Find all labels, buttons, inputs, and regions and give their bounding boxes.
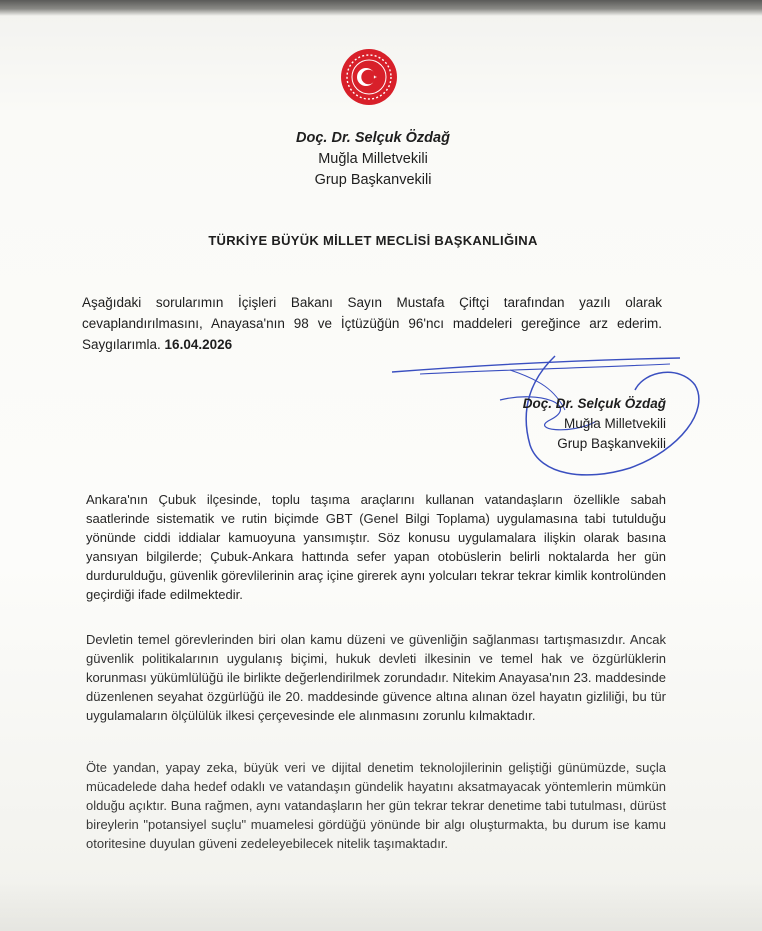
document-title: TÜRKİYE BÜYÜK MİLLET MECLİSİ BAŞKANLIĞINA bbox=[208, 233, 538, 248]
header-name: Doç. Dr. Selçuk Özdağ bbox=[296, 130, 450, 146]
header-role: Muğla Milletvekili bbox=[318, 151, 428, 167]
scan-bottom-shade bbox=[0, 880, 762, 931]
signature-role: Muğla Milletvekili bbox=[563, 416, 666, 431]
body-paragraph-2: Devletin temel görevlerinden biri olan kamu düzeni ve güvenliğin sağlanması tartışmasızdır. Ancak güvenlik politikalarının uygulanış biçimi, hukuk devleti ilkesinin ve temel hak ve özgürlüklerin korunması yükümlülüğü ile birlikte değerlendirilmek zorundadır. Nitekim Anayasa'nın 23. maddesinde düzenlenen seyahat özgürlüğü ile 20. maddesinde güvence altına alınan özel hayatın gizliliği, bu tür uygulamaların ölçülülük ilkesi çerçevesinde ele alınmasını zorunlu kılmaktadır. bbox=[86, 632, 666, 723]
body-paragraph-1: Ankara'nın Çubuk ilçesinde, toplu taşıma araçlarını kullanan vatandaşların özellikle sabah saatlerinde sistematik ve rutin biçimde GBT (Genel Bilgi Toplama) uygulamasına tabi tutulduğu yönünde ciddi iddialar kamuoyuna yansımıştır. Söz konusu uygulamalara ilişkin olarak basına yansıyan bilgilerde; Çubuk-Ankara hattında sefer yapan otobüslerin belirli noktalarda her gün durdurulduğu, güvenlik görevlilerinin araç içine girerek aynı yolcuları tekrar tekrar kimlik kontrolünden geçirdiği ifade edilmektedir. bbox=[86, 492, 666, 602]
intro-text: Aşağıdaki sorularımın İçişleri Bakanı Sayın Mustafa Çiftçi tarafından yazılı olarak cevaplandırılmasını, Anayasa'nın 98 ve İçtüzüğün 96'ncı maddeleri gereğince arz ederim. Saygılarımla. bbox=[82, 295, 662, 352]
signature-name: Doç. Dr. Selçuk Özdağ bbox=[522, 396, 666, 411]
intro-date: 16.04.2026 bbox=[164, 337, 233, 352]
signature-position: Grup Başkanvekili bbox=[557, 436, 666, 451]
signature-block bbox=[470, 394, 666, 454]
header-block bbox=[0, 128, 746, 191]
scan-top-edge bbox=[0, 0, 762, 16]
intro-paragraph bbox=[82, 292, 662, 355]
header-position: Grup Başkanvekili bbox=[314, 172, 432, 188]
body-paragraph-3: Öte yandan, yapay zeka, büyük veri ve dijital denetim teknolojilerinin geliştiği günümüzde, suçla mücadelede daha hedef odaklı ve vatandaşın gündelik hayatını aksatmayacak yöntemlerin mümkün olduğu açıktır. Buna rağmen, aynı vatandaşların her gün tekrar tekrar denetime tabi tutulması, dürüst bireylerin "potansiyel suçlu" muamelesi gördüğü yönünde bir algı oluşturmakta, bu durum ise kamu otoritesine duyulan güveni zedeleyebilecek nitelik taşımaktadır. bbox=[86, 760, 666, 851]
tbmm-emblem-icon bbox=[340, 48, 398, 106]
